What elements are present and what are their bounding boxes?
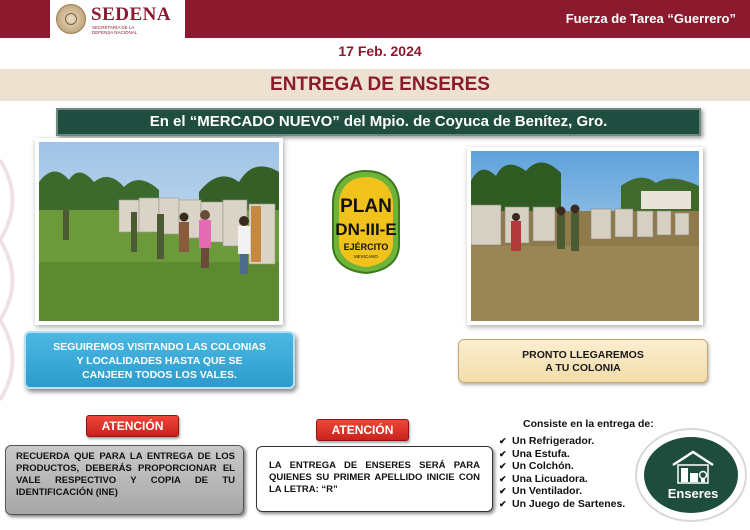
photo-scene-1 xyxy=(39,142,279,321)
page-title: ENTREGA DE ENSERES xyxy=(270,74,490,95)
list-item xyxy=(499,448,625,461)
brand-subtitle: SECRETARÍA DE LA DEFENSA NACIONAL xyxy=(92,25,138,35)
task-force-title: Fuerza de Tarea “Guerrero” xyxy=(565,11,736,26)
check-icon: ✔ xyxy=(499,486,507,497)
location-text: En el “MERCADO NUEVO” del Mpio. de Coyuca de Benítez, Gro. xyxy=(149,113,608,130)
event-photo-1 xyxy=(35,138,283,325)
check-icon: ✔ xyxy=(499,498,507,509)
list-item-text: Un Ventilador. xyxy=(512,485,583,498)
list-item-text: Un Refrigerador. xyxy=(512,435,595,447)
coming-soon-line-2: A TU COLONIA xyxy=(545,362,621,374)
badge-line-3: EJÉRCITO xyxy=(343,242,389,252)
badge-line-1: PLAN xyxy=(340,196,392,217)
attention-label-2: ATENCIÓN xyxy=(316,419,409,441)
list-item-text: Una Estufa. xyxy=(512,447,570,460)
background-pattern xyxy=(0,140,30,440)
enseres-label: Enseres xyxy=(667,486,719,501)
items-list-title: Consiste en la entrega de: xyxy=(523,418,654,430)
attention-label-1: ATENCIÓN xyxy=(86,415,179,437)
badge-line-4: MEXICANO xyxy=(353,254,379,259)
attention-text-1: RECUERDA QUE PARA LA ENTREGA DE LOS PRODUCTOS, DEBERÁS PROPORCIONAR EL VALE RESPECTIVO Y COPIA DE TU IDENTIFICACIÓN (INE) xyxy=(5,445,244,515)
photo-scene-2 xyxy=(471,151,699,321)
list-item xyxy=(499,435,625,448)
list-item xyxy=(499,460,625,473)
attention-text-2: LA ENTREGA DE ENSERES SERÁ PARA QUIENES SU PRIMER APELLIDO INICIE CON LA LETRA: “R” xyxy=(256,446,493,512)
visit-notice-line-2: Y LOCALIDADES HASTA QUE SE xyxy=(76,355,243,367)
seal-icon xyxy=(56,4,86,34)
list-item-text: Una Licuadora. xyxy=(512,472,588,485)
visit-notice-line-1: SEGUIREMOS VISITANDO LAS COLONIAS xyxy=(53,341,266,353)
badge-line-2: DN-III-E xyxy=(335,220,397,239)
list-item-text: Un Colchón. xyxy=(512,460,574,473)
visit-notice-line-3: CANJEEN TODOS LOS VALES. xyxy=(82,369,237,381)
list-item xyxy=(499,473,625,486)
coming-soon-line-1: PRONTO LLEGAREMOS xyxy=(522,349,644,361)
items-list xyxy=(499,435,625,511)
check-icon: ✔ xyxy=(499,461,507,472)
appliances-icon xyxy=(670,449,716,485)
list-item xyxy=(499,485,625,498)
enseres-badge xyxy=(637,430,745,520)
check-icon: ✔ xyxy=(499,473,507,484)
check-icon: ✔ xyxy=(499,448,507,459)
coming-soon-box xyxy=(458,339,708,383)
list-item xyxy=(499,498,625,511)
event-photo-2 xyxy=(467,147,703,325)
location-bar xyxy=(56,108,701,136)
date: 17 Feb. 2024 xyxy=(338,43,422,59)
visit-notice-box xyxy=(24,331,295,389)
list-item-text: Un Juego de Sartenes. xyxy=(512,497,626,510)
brand-name: SEDENA xyxy=(91,4,172,25)
plan-dn-iii-e-badge xyxy=(325,167,407,277)
check-icon: ✔ xyxy=(499,436,507,446)
